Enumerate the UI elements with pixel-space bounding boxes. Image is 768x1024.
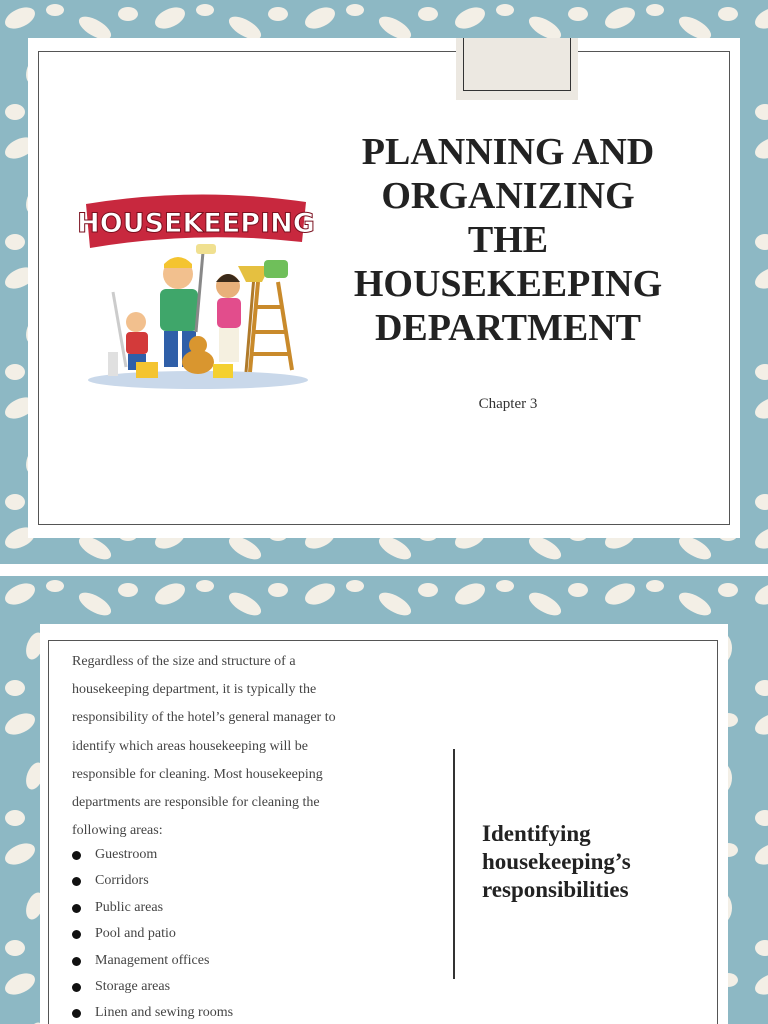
list-item: Guestroom: [70, 842, 233, 868]
cartoon-worker-woman: [216, 274, 241, 362]
bottle-icon: [108, 352, 118, 376]
housekeeping-logo: [78, 194, 315, 248]
vertical-divider: [453, 749, 455, 979]
logo-lettering: HOUSEKEEPING: [78, 208, 315, 239]
bullet-icon: [72, 1009, 81, 1018]
cartoon-worker-man: [160, 244, 216, 367]
responsibility-list: [70, 842, 233, 1024]
body-paragraph: Regardless of the size and structure of a housekeeping department, it is typically the responsibility of the hotel’s general manager to identify which areas housekeeping will be responsible for cleaning. Most housekeeping departments are responsible for cleaning the following areas:: [72, 654, 336, 839]
list-item: Corridors: [70, 868, 233, 894]
bullet-icon: [72, 904, 81, 913]
content-card: [40, 624, 728, 1024]
section-title: Identifying housekeeping’s responsibilities: [482, 821, 631, 902]
list-item: Pool and patio: [70, 921, 233, 947]
ladder-icon: [250, 282, 292, 372]
bullet-icon: [72, 851, 81, 860]
slide-subtitle: Chapter 3: [478, 396, 538, 412]
housekeeping-illustration: [78, 182, 316, 394]
bullet-icon: [72, 930, 81, 939]
decorative-tab: [456, 38, 578, 100]
title-card: [28, 38, 740, 538]
bullet-icon: [72, 877, 81, 886]
bucket-icon: [136, 362, 158, 378]
cartoon-worker-child: [113, 292, 148, 370]
slide-title: PLANNING AND ORGANIZING THE HOUSEKEEPING DEPARTMENT: [353, 131, 663, 349]
slide-gap: [0, 564, 768, 576]
sponge-icon: [213, 364, 233, 378]
list-item: Public areas: [70, 895, 233, 921]
list-item: Management offices: [70, 948, 233, 974]
list-item: Linen and sewing rooms: [70, 1000, 233, 1024]
bullet-icon: [72, 983, 81, 992]
content-slide: [0, 576, 768, 1024]
bullet-icon: [72, 957, 81, 966]
list-item: Storage areas: [70, 974, 233, 1000]
